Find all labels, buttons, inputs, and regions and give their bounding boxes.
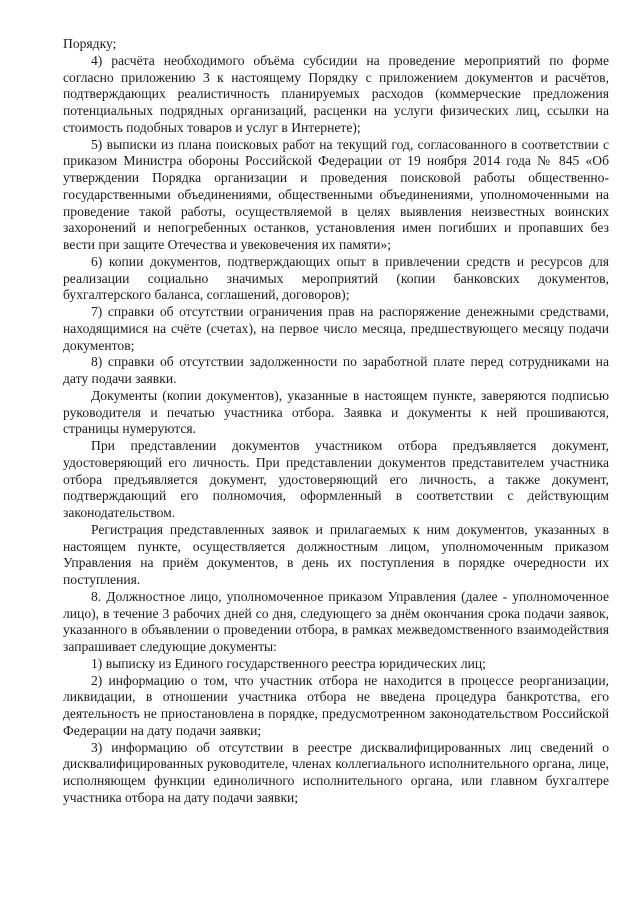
- paragraph-item-4: 4) расчёта необходимого объёма субсидии на проведение мероприятий по форме согласно приложению 3 к настоящему Порядку с приложением документов и расчётов, подтверждающих реалистичность планируемых расходов (коммерческие предложения потенциальных подрядных организаций, расценки на услуги физических лиц, ссылки на стоимость подобных товаров и услуг в Интернете);: [63, 52, 609, 135]
- paragraph-request-2: 2) информацию о том, что участник отбора не находится в процессе реорганизации, ликвидации, в отношении участника отбора не введена процедура банкротства, его деятельность не приостановлена в порядке, предусмотренном законодательством Российской Федерации на дату подачи заявки;: [63, 672, 609, 738]
- paragraph-request-3: 3) информацию об отсутствии в реестре дисквалифицированных лиц сведений о дисквалифицированных руководителе, членах коллегиального исполнительного органа, лице, исполняющем функции единоличного исполнительного органа, или главном бухгалтере участника отбора на дату подачи заявки;: [63, 739, 609, 805]
- document-page: [63, 36, 609, 807]
- paragraph-continuation: Порядку;: [63, 36, 117, 51]
- paragraph-item-7: 7) справки об отсутствии ограничения прав на распоряжение денежными средствами, находящимися на счёте (счетах), на первое число месяца, предшествующего месяцу подачи документов;: [63, 304, 609, 353]
- paragraph-clause-8: 8. Должностное лицо, уполномоченное приказом Управления (далее - уполномоченное лицо), в течение 3 рабочих дней со дня, следующего за днём окончания срока подачи заявок, указанного в объявлении о проведении отбора, в рамках межведомственного взаимодействия запрашивает следующие документы:: [63, 588, 609, 654]
- paragraph-item-5: 5) выписки из плана поисковых работ на текущий год, согласованного в соответствии с приказом Министра обороны Российской Федерации от 19 ноября 2014 года № 845 «Об утверждении Порядка организации и проведения поисковой работы общественно-государственными объединениями, общественными объединениями, уполномоченными на проведение такой работы, осуществляемой в целях выявления неизвестных воинских захоронений и непогребенных останков, установления имен погибших и пропавших без вести при защите Отечества и увековечения их памяти»;: [63, 136, 609, 252]
- paragraph-registration: Регистрация представленных заявок и прилагаемых к ним документов, указанных в настоящем пункте, осуществляется должностным лицом, уполномоченным приказом Управления на приём документов, в день их поступления в порядке очередности их поступления.: [63, 521, 609, 587]
- paragraph-item-8: 8) справки об отсутствии задолженности по заработной плате перед сотрудниками на дату подачи заявки.: [63, 354, 609, 386]
- paragraph-request-1: 1) выписку из Единого государственного реестра юридических лиц;: [91, 655, 486, 671]
- paragraph-certification: Документы (копии документов), указанные в настоящем пункте, заверяются подписью руководителя и печатью участника отбора. Заявка и документы к ней прошиваются, страницы нумеруются.: [63, 387, 609, 437]
- paragraph-identity: При представлении документов участником отбора предъявляется документ, удостоверяющий его личность. При представлении документов представителем участника отбора предъявляется документ, удостоверяющий его личность, а также документ, подтверждающий его полномочия, оформленный в соответствии с действующим законодательством.: [63, 438, 609, 520]
- paragraph-item-6: 6) копии документов, подтверждающих опыт в привлечении средств и ресурсов для реализации социально значимых мероприятий (копии банковских документов, бухгалтерского баланса, соглашений, договоров);: [63, 253, 609, 303]
